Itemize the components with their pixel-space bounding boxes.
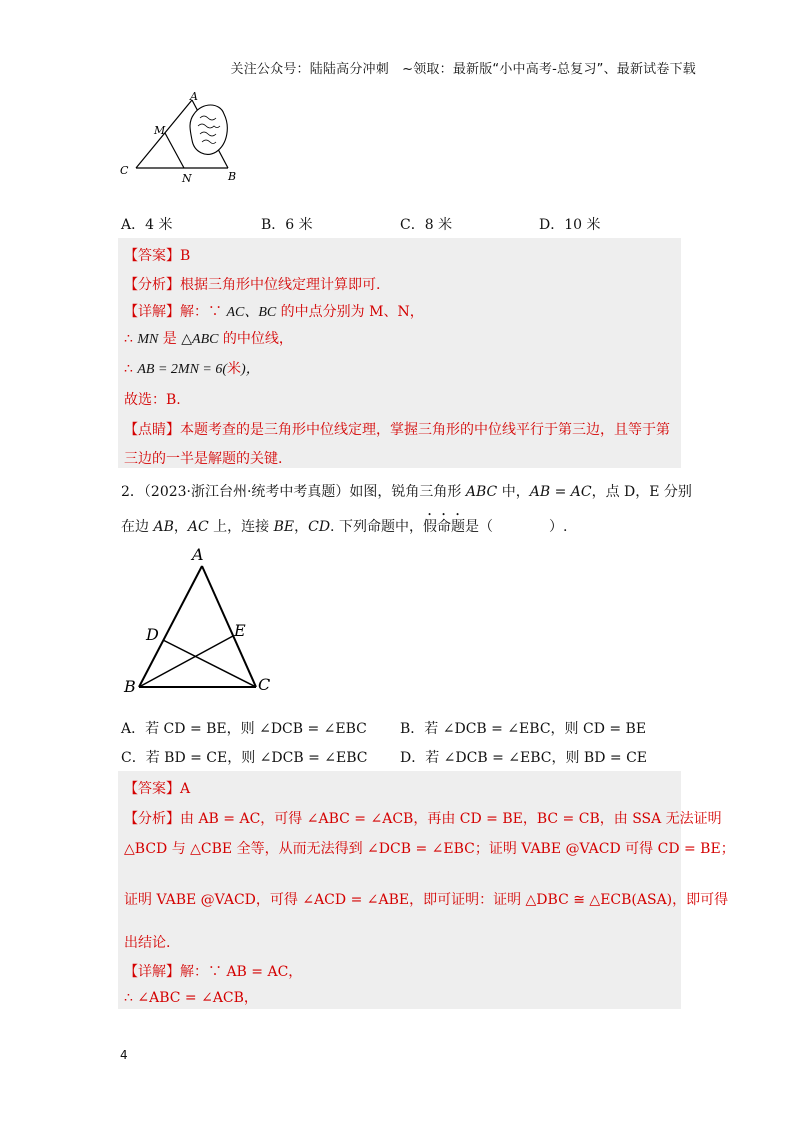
label-C: C	[258, 675, 271, 692]
choice-d: D．若 ∠DCB = ∠EBC，则 BD = CE	[400, 750, 647, 766]
choice-b: B．6 米	[261, 217, 313, 233]
choice-c: C．8 米	[400, 217, 453, 233]
choice-a: A．4 米	[121, 217, 173, 233]
analysis-line-1: 【分析】由 AB = AC，可得 ∠ABC = ∠ACB，再由 CD = BE，BC = CB，由 SSA 无法证明	[124, 811, 722, 827]
choice-b: B．若 ∠DCB = ∠EBC，则 CD = BE	[400, 721, 647, 737]
label-B: B	[124, 677, 136, 692]
comment-line-2: 三边的一半是解题的关键.	[124, 451, 283, 467]
detail-line-3: ∴ AB = 2MN = 6(米)，	[124, 361, 260, 377]
label-E: E	[234, 621, 246, 640]
detail-line-2: ∴ ∠ABC = ∠ACB，	[124, 990, 258, 1006]
answer-line: 【答案】A	[124, 781, 191, 797]
page-header: 关注公众号：陆陆高分冲刺 ~领取：最新版“小中高考-总复习”、最新试卷下载	[230, 62, 696, 77]
choice-c: C．若 BD = CE，则 ∠DCB = ∠EBC	[121, 750, 368, 766]
label-A: A	[192, 545, 204, 564]
choice-d: D．10 米	[539, 217, 601, 233]
choice-a: A．若 CD = BE，则 ∠DCB = ∠EBC	[121, 721, 367, 737]
q1-answer-box	[118, 238, 681, 468]
analysis-line-3: 证明 VABE @VACD，可得 ∠ACD = ∠ABE，即可证明：证明 △DBC ≅ △ECB(ASA)，即可得	[124, 892, 729, 908]
label-B: B	[228, 170, 237, 183]
q2-stem-line-1: 2．（2023·浙江台州·统考中考真题）如图，锐角三角形 ABC 中，AB = AC，点 D，E 分别	[121, 484, 692, 500]
detail-line-1: 【详解】解：∵ AB = AC，	[124, 964, 303, 980]
detail-line-1: 【详解】解：∵ AC、BC 的中点分别为 M、N，	[124, 304, 424, 320]
triangle-figure-2	[122, 542, 287, 692]
q2-answer-box	[118, 771, 735, 1009]
analysis-line-4: 出结论.	[124, 935, 171, 951]
page-number: 4	[120, 1048, 128, 1062]
comment-line-1: 【点睛】本题考查的是三角形中位线定理，掌握三角形的中位线平行于第三边，且等于第	[124, 422, 670, 438]
analysis-line-2: △BCD 与 △CBE 全等，从而无法得到 ∠DCB = ∠EBC；证明 VABE @VACD 可得 CD = BE；	[124, 841, 735, 857]
label-N: N	[182, 172, 192, 184]
answer-line: 【答案】B	[124, 248, 191, 264]
analysis-line: 【分析】根据三角形中位线定理计算即可.	[124, 277, 381, 293]
detail-line-2: ∴ MN 是 △ABC 的中位线，	[124, 331, 293, 347]
pond-shape	[190, 105, 227, 154]
label-C: C	[120, 164, 129, 177]
label-A: A	[190, 92, 198, 103]
q2-stem-line-2: 在边 AB，AC 上，连接 BE，CD. 下列命题中，假命题是（ ）.	[121, 519, 568, 535]
label-M: M	[154, 124, 166, 137]
label-D: D	[146, 625, 159, 644]
select-line: 故选：B.	[124, 392, 181, 408]
triangle-figure-1	[116, 92, 246, 184]
